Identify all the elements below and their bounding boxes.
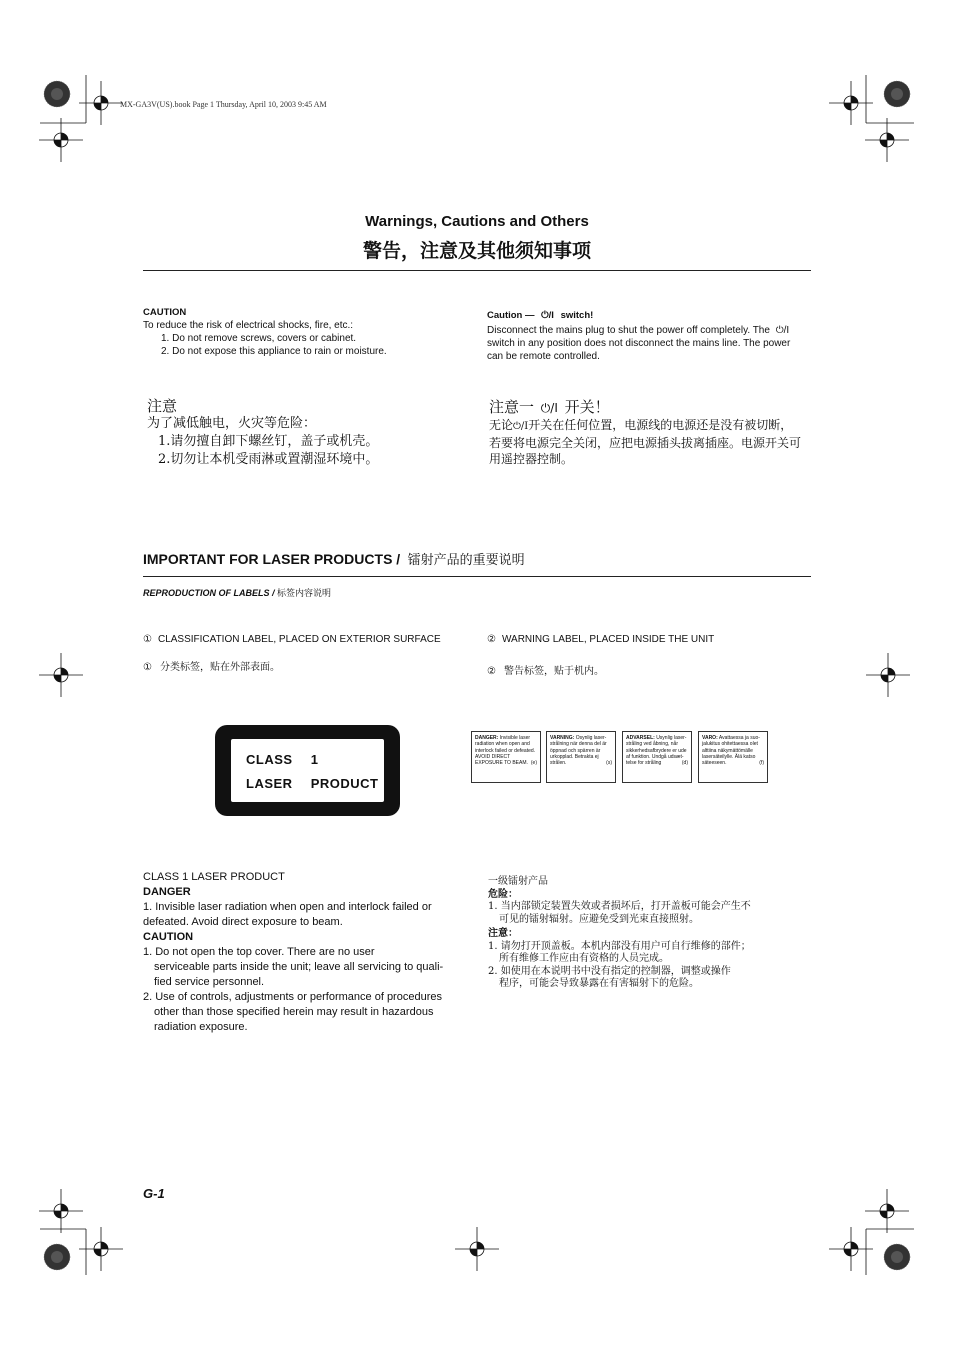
cn-caution-intro: 为了减低触电，火灾等危险： xyxy=(147,416,317,431)
labels-subtitle xyxy=(143,586,331,599)
labels-subtitle-cn: 标签内容说明 xyxy=(277,589,332,599)
warning-label-en xyxy=(471,731,541,783)
caution-right xyxy=(487,309,812,363)
caution-switch-line: Disconnect the mains plug to shut the power off completely. The xyxy=(487,325,770,336)
caution-heading: CAUTION xyxy=(143,307,187,318)
cn-caution-left xyxy=(147,397,477,469)
cn-caution-right xyxy=(489,396,814,467)
warning-tag: (s) xyxy=(606,760,612,767)
circled-one: ① xyxy=(143,634,152,645)
class-number: 1 xyxy=(310,752,319,767)
divider xyxy=(143,270,811,271)
labels-subtitle-en: REPRODUCTION OF LABELS / xyxy=(143,588,275,598)
label-one-desc xyxy=(143,634,441,645)
cn-caution-line: 1. 请勿打开顶盖板。本机内部没有用户可自行维修的部件； xyxy=(488,940,751,952)
cn-danger-heading: 危险： xyxy=(488,888,518,900)
cn-switch-line: 开关在任何位置，电源线的电源还是没有被切断， xyxy=(528,418,793,432)
laser-en-notes xyxy=(143,870,473,1035)
caution-left xyxy=(143,306,463,358)
section-title-en: Warnings, Cautions and Others xyxy=(365,213,589,230)
warning-tag: (f) xyxy=(759,760,764,767)
print-info: MX-GA3V(US).book Page 1 Thursday, April 10, 2003 9:45 AM xyxy=(120,100,327,109)
circled-one: ① xyxy=(143,662,152,673)
warning-text: Avattaessa ja suo-jalukitus ohitettaessa olet alttiina näkymättömälle lasersäteilylle. Älä katso säteeseen. xyxy=(702,735,760,767)
cn-danger-line: 可见的镭射辐射。应避免受到光束直接照射。 xyxy=(499,913,699,925)
caution-switch-suffix: switch! xyxy=(560,310,594,321)
product-word: PRODUCT xyxy=(310,776,379,791)
cn-caution-line: 2. 如使用在本说明书中没有指定的控制器，调整或操作 xyxy=(488,965,731,977)
label-one-en: CLASSIFICATION LABEL, PLACED ON EXTERIOR SURFACE xyxy=(157,634,441,645)
caution-line: 2. Use of controls, adjustments or performance of procedures xyxy=(143,991,442,1003)
warning-key: ADVARSEL: xyxy=(626,735,655,741)
caution-line: serviceable parts inside the unit; leave all servicing to quali- xyxy=(154,961,444,973)
danger-heading: DANGER xyxy=(143,886,191,898)
cn-switch-line: 无论 xyxy=(489,418,514,432)
caution-switch-line: switch in any position does not disconnect the mains line. The power xyxy=(487,338,791,349)
cn-switch-line: 若要将电源完全关闭，应把电源插头拔离插座。电源开关可 xyxy=(489,436,802,450)
cn-caution-item: 1.请勿擅自卸下螺丝钉，盖子或机壳。 xyxy=(158,434,379,449)
cn-caution-heading-2: 注意： xyxy=(488,928,518,939)
laser-title-cn: 镭射产品的重要说明 xyxy=(407,553,525,568)
warning-label-sv xyxy=(546,731,616,783)
caution-line: other than those specified herein may result in hazardous xyxy=(154,1006,434,1018)
page-number: G-1 xyxy=(143,1186,165,1201)
warning-tag: (d) xyxy=(681,760,688,767)
label-two-cn: 警告标签，贴于机内。 xyxy=(503,666,604,677)
label-two-en: WARNING LABEL, PLACED INSIDE THE UNIT xyxy=(501,634,715,645)
caution-switch-line: can be remote controlled. xyxy=(487,351,600,362)
caution-line: fied service personnel. xyxy=(154,976,265,988)
warning-text: Invisible laser radiation when open and interlock failed or defeated. AVOID DIRECT EXPOSURE TO BEAM. xyxy=(475,735,536,767)
cn-caution-item: 2.切勿让本机受雨淋或置潮湿环境中。 xyxy=(158,452,379,467)
cn-caution-heading: 注意 xyxy=(147,397,178,415)
caution-item: 2. Do not expose this appliance to rain or moisture. xyxy=(161,346,387,357)
class1-title: CLASS 1 LASER PRODUCT xyxy=(143,871,285,883)
power-icon: ⏻/I xyxy=(513,421,529,432)
caution-line: radiation exposure. xyxy=(154,1021,248,1033)
label-two-cn-desc xyxy=(487,662,604,677)
laser-cn-notes xyxy=(488,876,818,991)
power-icon: ⏻/I xyxy=(775,325,790,336)
label-two-desc xyxy=(487,634,714,645)
power-icon: ⏻/I xyxy=(540,401,558,415)
caution-intro: To reduce the risk of electrical shocks, fire, etc.: xyxy=(143,320,354,331)
warning-text: Osynlig laser-strålning när denna del är öppnad och spärren är urkopplad. Betrakta ej strålen. xyxy=(550,735,607,767)
cn-danger-line: 1. 当内部锁定装置失效或者损坏后，打开盖板可能会产生不 xyxy=(488,901,751,912)
warning-tag: (e) xyxy=(530,760,537,767)
section-title-cn: 警告，注意及其他须知事项 xyxy=(362,240,591,262)
caution-heading-2: CAUTION xyxy=(143,931,194,943)
class-word: CLASS xyxy=(246,752,293,767)
label-one-cn: 分类标签，贴在外部表面。 xyxy=(159,662,280,673)
caution-switch-heading: Caution — xyxy=(487,310,535,321)
cn-switch-suffix: 开关！ xyxy=(564,398,610,416)
warning-key: DANGER: xyxy=(475,735,499,741)
class-1-label xyxy=(215,725,400,816)
label-one-cn-desc xyxy=(143,658,280,673)
circled-two: ② xyxy=(487,634,496,645)
laser-section-title xyxy=(143,549,525,569)
cn-switch-line: 用遥控器控制。 xyxy=(489,452,574,466)
circled-two: ② xyxy=(487,666,496,677)
laser-word: LASER xyxy=(246,776,293,791)
cn-switch-heading: 注意一 xyxy=(489,398,535,416)
warning-key: VARNING: xyxy=(550,735,575,741)
warning-label-da xyxy=(622,731,692,783)
divider xyxy=(143,576,811,577)
warning-label-fi xyxy=(698,731,768,783)
warning-text: Usynlig laser-stråling ved åbning, når sikkerhedsafbrydere er ude af funktion. Undgå udsæt-telse for stråling xyxy=(626,735,687,767)
power-icon: ⏻/I xyxy=(541,310,554,321)
danger-line: 1. Invisible laser radiation when open and interlock failed or xyxy=(143,901,432,913)
cn-caution-line: 程序，可能会导致暴露在有害辐射下的危险。 xyxy=(499,978,699,989)
danger-line: defeated. Avoid direct exposure to beam. xyxy=(143,916,343,928)
caution-line: 1. Do not open the top cover. There are no user xyxy=(143,946,375,958)
warning-key: VARO: xyxy=(702,735,718,741)
cn-caution-line: 所有维修工作应由有资格的人员完成。 xyxy=(499,953,669,964)
laser-title-en: IMPORTANT FOR LASER PRODUCTS / xyxy=(143,551,401,567)
caution-item: 1. Do not remove screws, covers or cabinet. xyxy=(161,333,357,344)
cn-class1-title: 一级镭射产品 xyxy=(488,876,548,887)
